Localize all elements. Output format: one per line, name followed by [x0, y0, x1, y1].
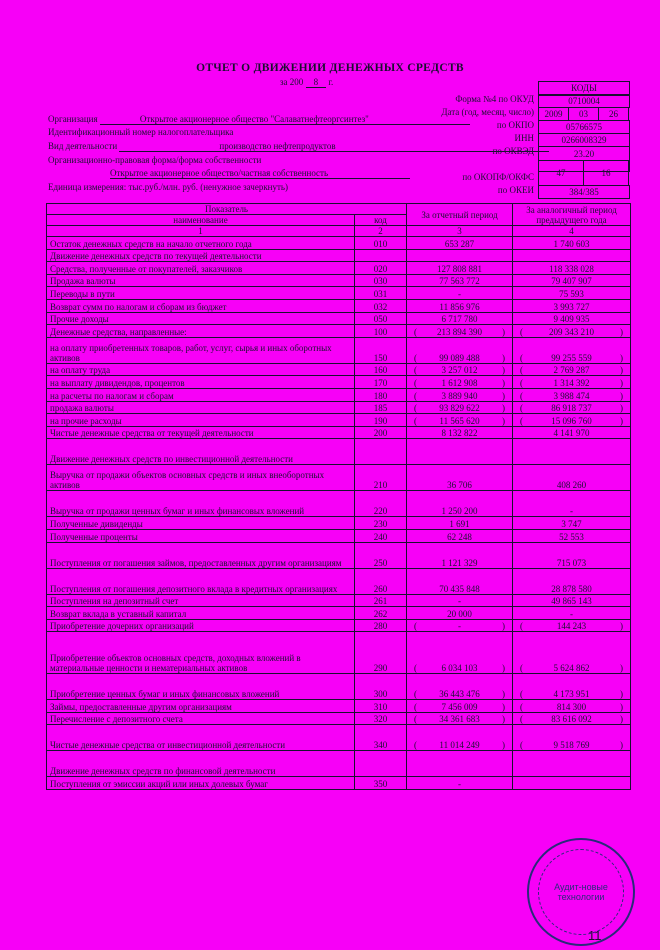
code-value: 05766575	[538, 120, 630, 134]
row-code: 031	[355, 287, 407, 300]
stamp-line-1: Аудит-новые	[554, 882, 608, 892]
previous-value: ( 209 343 210 )	[513, 325, 631, 338]
previous-value: 3 993 727	[513, 299, 631, 312]
auditor-stamp	[527, 838, 635, 946]
code-value: 23.20	[538, 146, 630, 172]
previous-value: -	[513, 491, 631, 517]
table-row	[47, 401, 631, 414]
name-header: наименование	[47, 215, 355, 226]
row-name: Продажа валюты	[47, 274, 355, 287]
row-code: 230	[355, 517, 407, 530]
previous-value: ( 1 314 392 )	[513, 376, 631, 389]
legal-form-line: Организационно-правовая форма/форма собственности	[48, 155, 262, 165]
cash-flow-body	[47, 237, 631, 790]
col-num-4: 4	[513, 226, 631, 237]
legal-form-value: Открытое акционерное общество/частная собственность	[110, 168, 410, 179]
current-value: ( 36 443 476 )	[407, 674, 513, 700]
current-value: ( 1 612 908 )	[407, 376, 513, 389]
previous-value: ( 2 769 287 )	[513, 363, 631, 376]
previous-value: 118 338 028	[513, 262, 631, 275]
row-name: на выплату дивидендов, процентов	[47, 376, 355, 389]
row-name: Выручка от продажи ценных бумаг и иных финансовых вложений	[47, 491, 355, 517]
table-row	[47, 777, 631, 790]
table-row	[47, 325, 631, 338]
org-name: Открытое акционерное общество "Салаватнефтеоргсинтез"	[100, 114, 470, 125]
table-row	[47, 363, 631, 376]
code-label: по ОКВЭД	[492, 146, 534, 156]
row-name: на прочие расходы	[47, 414, 355, 427]
row-code: 020	[355, 262, 407, 275]
table-row	[47, 607, 631, 620]
current-value: ( 3 889 940 )	[407, 388, 513, 401]
previous-value: 408 260	[513, 465, 631, 491]
table-row	[47, 299, 631, 312]
previous-value	[513, 249, 631, 262]
col-num-2: 2	[355, 226, 407, 237]
table-row	[47, 619, 631, 632]
table-row	[47, 274, 631, 287]
previous-value: 715 073	[513, 542, 631, 568]
row-name: Поступления на депозитный счет	[47, 594, 355, 607]
row-code: 200	[355, 426, 407, 439]
table-row	[47, 376, 631, 389]
current-value: 8 132 822	[407, 426, 513, 439]
previous-period-header: За аналогичный период предыдущего года	[513, 204, 631, 226]
row-name: Приобретение ценных бумаг и иных финансовых вложений	[47, 674, 355, 700]
row-code: 160	[355, 363, 407, 376]
row-code: 340	[355, 725, 407, 751]
previous-value: ( 3 988 474 )	[513, 388, 631, 401]
row-code: 262	[355, 607, 407, 620]
row-name: Средства, полученные от покупателей, заказчиков	[47, 262, 355, 275]
row-code: 210	[355, 465, 407, 491]
row-code: 150	[355, 337, 407, 363]
table-row	[47, 594, 631, 607]
table-row	[47, 426, 631, 439]
report-title: ОТЧЕТ О ДВИЖЕНИИ ДЕНЕЖНЫХ СРЕДСТВ	[196, 62, 464, 74]
previous-value: 52 553	[513, 529, 631, 542]
current-value: ( 213 894 390 )	[407, 325, 513, 338]
row-name: Займы, предоставленные другим организациям	[47, 700, 355, 713]
row-code: 290	[355, 632, 407, 674]
code-value: 2009	[538, 107, 569, 121]
table-row	[47, 262, 631, 275]
row-code: 185	[355, 401, 407, 414]
current-value: ( 99 089 488 )	[407, 337, 513, 363]
col-num-1: 1	[47, 226, 355, 237]
code-label: Дата (год, месяц, число)	[441, 107, 534, 117]
stamp-line-2: технологии	[557, 892, 605, 902]
row-code: 320	[355, 712, 407, 725]
row-code: 190	[355, 414, 407, 427]
table-row	[47, 517, 631, 530]
previous-value: ( 86 918 737 )	[513, 401, 631, 414]
table-row	[47, 312, 631, 325]
row-code: 350	[355, 777, 407, 790]
current-value: 77 563 772	[407, 274, 513, 287]
previous-value	[513, 439, 631, 465]
table-row	[47, 542, 631, 568]
current-value: ( 3 257 012 )	[407, 363, 513, 376]
row-name: Чистые денежные средства от текущей деятельности	[47, 426, 355, 439]
inn-line: Идентификационный номер налогоплательщика	[48, 127, 234, 137]
current-period-header: За отчетный период	[407, 204, 513, 226]
previous-value: 75 593	[513, 287, 631, 300]
row-code: 220	[355, 491, 407, 517]
code-label: Форма №4 по ОКУД	[455, 94, 534, 104]
row-code	[355, 751, 407, 777]
row-name: Денежные средства, направленные:	[47, 325, 355, 338]
code-value: 03	[568, 107, 599, 121]
code-value: 47	[538, 160, 584, 186]
row-code: 261	[355, 594, 407, 607]
current-value: 36 706	[407, 465, 513, 491]
org-line: Организация Открытое акционерное общество "Салаватнефтеоргсинтез"	[48, 114, 470, 125]
table-row	[47, 388, 631, 401]
previous-value: 28 878 580	[513, 568, 631, 594]
page-number: 11	[588, 928, 602, 943]
code-label: по ОКЕИ	[497, 185, 534, 195]
activity-line: Вид деятельности производство нефтепродуктов	[48, 141, 549, 152]
row-name: Движение денежных средств по инвестиционной деятельности	[47, 439, 355, 465]
current-value: -	[407, 287, 513, 300]
row-code: 260	[355, 568, 407, 594]
code-label: ИНН	[514, 133, 534, 143]
col-num-3: 3	[407, 226, 513, 237]
current-value: -	[407, 594, 513, 607]
cash-flow-table	[46, 203, 631, 790]
table-row	[47, 529, 631, 542]
code-value: 26	[598, 107, 629, 121]
row-code: 010	[355, 237, 407, 250]
codes-header: КОДЫ	[538, 81, 630, 96]
current-value: 20 000	[407, 607, 513, 620]
previous-value: 1 740 603	[513, 237, 631, 250]
previous-value: 79 407 907	[513, 274, 631, 287]
current-value: ( 11 014 249 )	[407, 725, 513, 751]
table-row	[47, 337, 631, 363]
table-row	[47, 465, 631, 491]
table-row	[47, 674, 631, 700]
row-name: Приобретение дочерних организаций	[47, 619, 355, 632]
row-code: 250	[355, 542, 407, 568]
previous-value: ( 15 096 760 )	[513, 414, 631, 427]
table-row	[47, 287, 631, 300]
row-name: Переводы в пути	[47, 287, 355, 300]
previous-value: ( 5 624 862 )	[513, 632, 631, 674]
row-name: Перечисление с депозитного счета	[47, 712, 355, 725]
row-code: 030	[355, 274, 407, 287]
current-value: 6 717 780	[407, 312, 513, 325]
row-name: на оплату приобретенных товаров, работ, услуг, сырья и иных оборотных активов	[47, 337, 355, 363]
row-name: Остаток денежных средств на начало отчетного года	[47, 237, 355, 250]
row-code: 240	[355, 529, 407, 542]
table-row	[47, 414, 631, 427]
row-name: продажа валюты	[47, 401, 355, 414]
row-name: Поступления от эмиссии акций или иных долевых бумаг	[47, 777, 355, 790]
current-value: 70 435 848	[407, 568, 513, 594]
previous-value: ( 814 300 )	[513, 700, 631, 713]
row-name: Возврат вклада в уставный капитал	[47, 607, 355, 620]
activity-value: производство нефтепродуктов	[119, 141, 549, 152]
current-value	[407, 439, 513, 465]
row-code: 032	[355, 299, 407, 312]
row-name: на оплату труда	[47, 363, 355, 376]
current-value	[407, 249, 513, 262]
previous-value: 4 141 970	[513, 426, 631, 439]
current-value: ( 34 361 683 )	[407, 712, 513, 725]
row-name: Полученные дивиденды	[47, 517, 355, 530]
previous-value	[513, 751, 631, 777]
current-value: 127 808 881	[407, 262, 513, 275]
current-value: ( 11 565 620 )	[407, 414, 513, 427]
code-label: по ОКОПФ/ОКФС	[462, 172, 534, 182]
previous-value: ( 99 255 559 )	[513, 337, 631, 363]
table-row	[47, 751, 631, 777]
code-value: 16	[583, 160, 629, 186]
table-row	[47, 568, 631, 594]
units-line: Единица измерения: тыс.руб./млн. руб. (ненужное зачеркнуть)	[48, 182, 289, 192]
row-name: Полученные проценты	[47, 529, 355, 542]
current-value: 1 250 200	[407, 491, 513, 517]
table-row	[47, 439, 631, 465]
current-value: 11 856 976	[407, 299, 513, 312]
report-period: за 200 8 г.	[280, 77, 334, 87]
code-value: 0266008329	[538, 133, 630, 147]
code-label: по ОКПО	[496, 120, 534, 130]
previous-value: ( 4 173 951 )	[513, 674, 631, 700]
row-code: 170	[355, 376, 407, 389]
previous-value: 3 747	[513, 517, 631, 530]
row-name: Движение денежных средств по текущей деятельности	[47, 249, 355, 262]
row-code: 310	[355, 700, 407, 713]
row-name: Поступления от погашения займов, предоставленных другим организациям	[47, 542, 355, 568]
previous-value: ( 144 243 )	[513, 619, 631, 632]
table-row	[47, 237, 631, 250]
row-code: 100	[355, 325, 407, 338]
row-code	[355, 249, 407, 262]
row-name: на расчеты по налогам и сборам	[47, 388, 355, 401]
current-value: -	[407, 777, 513, 790]
previous-value	[513, 777, 631, 790]
current-value: ( 93 829 622 )	[407, 401, 513, 414]
row-name: Приобретение объектов основных средств, доходных вложений в материальные ценности и нематериальных активов	[47, 632, 355, 674]
row-code: 050	[355, 312, 407, 325]
code-value: 0710004	[538, 94, 630, 108]
table-row	[47, 700, 631, 713]
previous-value: ( 9 518 769 )	[513, 725, 631, 751]
row-name: Движение денежных средств по финансовой деятельности	[47, 751, 355, 777]
current-value: ( 7 456 009 )	[407, 700, 513, 713]
row-name: Выручка от продажи объектов основных средств и иных внеоборотных активов	[47, 465, 355, 491]
current-value: 1 121 329	[407, 542, 513, 568]
row-code: 180	[355, 388, 407, 401]
previous-value: -	[513, 607, 631, 620]
row-name: Прочие доходы	[47, 312, 355, 325]
table-row	[47, 249, 631, 262]
table-row	[47, 712, 631, 725]
previous-value: 9 409 935	[513, 312, 631, 325]
table-row	[47, 725, 631, 751]
current-value: 653 287	[407, 237, 513, 250]
row-name: Возврат сумм по налогам и сборам из бюджет	[47, 299, 355, 312]
table-row	[47, 491, 631, 517]
current-value: ( - )	[407, 619, 513, 632]
row-name: Поступления от погашения депозитного вклада в кредитных организациях	[47, 568, 355, 594]
row-code: 300	[355, 674, 407, 700]
indicator-header: Показатель	[47, 204, 407, 215]
current-value: 1 691	[407, 517, 513, 530]
code-header: код	[355, 215, 407, 226]
current-value	[407, 751, 513, 777]
previous-value: 49 865 143	[513, 594, 631, 607]
code-value: 384/385	[538, 185, 630, 199]
current-value: ( 6 034 103 )	[407, 632, 513, 674]
previous-value: ( 83 616 092 )	[513, 712, 631, 725]
current-value: 62 248	[407, 529, 513, 542]
row-code	[355, 439, 407, 465]
row-code: 280	[355, 619, 407, 632]
table-row	[47, 632, 631, 674]
row-name: Чистые денежные средства от инвестиционной деятельности	[47, 725, 355, 751]
